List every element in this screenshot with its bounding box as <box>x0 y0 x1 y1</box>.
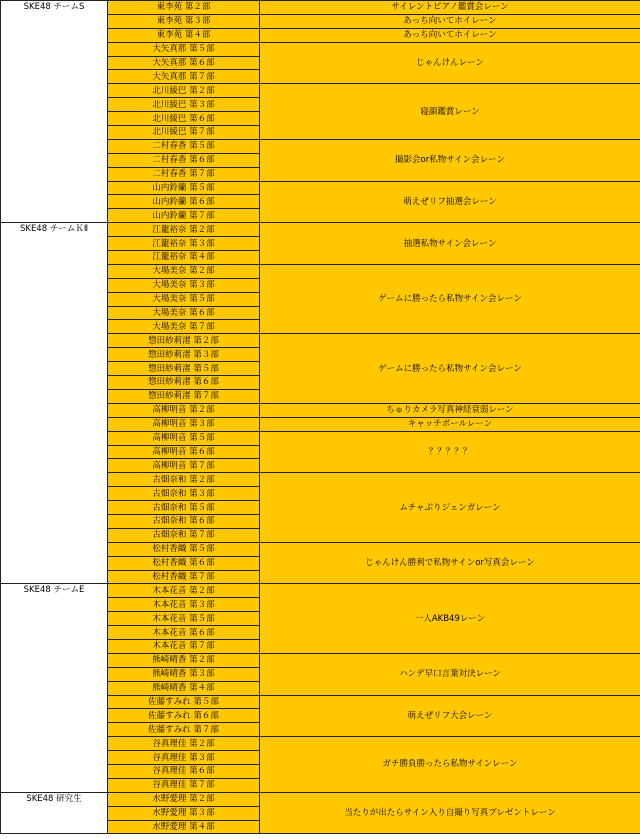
member-session: 惣田紗莉渚 第６部 <box>108 376 260 390</box>
lane-name: ハンデ早口言葉対決レーン <box>260 653 640 695</box>
member-session: 古畑奈和 第６部 <box>108 514 260 528</box>
member-session: 谷真理佳 第７部 <box>108 778 260 792</box>
member-session: 山内鈴蘭 第６部 <box>108 195 260 209</box>
member-session: 高柳明音 第２部 <box>108 403 260 417</box>
member-session: 水野愛理 第３部 <box>108 806 260 820</box>
member-session: 江籠裕奈 第４部 <box>108 251 260 265</box>
member-session: 惣田紗莉渚 第３部 <box>108 348 260 362</box>
member-session: 古畑奈和 第２部 <box>108 473 260 487</box>
lane-name: 寝顔鑑賞レーン <box>260 84 640 140</box>
table-row <box>1 223 640 237</box>
member-session: 水野愛理 第４部 <box>108 820 260 834</box>
lane-name: 抽選私物サイン会レーン <box>260 223 640 265</box>
lane-name: 萌えぜリフ大会レーン <box>260 695 640 737</box>
member-session: 高柳明音 第６部 <box>108 445 260 459</box>
member-session: 山内鈴蘭 第５部 <box>108 181 260 195</box>
member-session: 熊崎晴香 第４部 <box>108 681 260 695</box>
member-session: 大場美奈 第５部 <box>108 292 260 306</box>
member-session: 木本花音 第６部 <box>108 626 260 640</box>
lane-name: ？？？？？ <box>260 431 640 473</box>
member-session: 木本花音 第５部 <box>108 612 260 626</box>
team-name: SKE48 研究生 <box>1 792 108 834</box>
member-session: 松村香織 第５部 <box>108 542 260 556</box>
member-session: 古畑奈和 第３部 <box>108 487 260 501</box>
member-session: 大場美奈 第７部 <box>108 320 260 334</box>
team-name: SKE48 チームS <box>1 1 108 223</box>
team-name: SKE48 チームＫⅡ <box>1 223 108 584</box>
member-session: 松村香織 第６部 <box>108 556 260 570</box>
member-session: 古畑奈和 第７部 <box>108 528 260 542</box>
member-session: 水野愛理 第２部 <box>108 792 260 806</box>
member-session: 佐藤すみれ 第５部 <box>108 695 260 709</box>
member-session: 北川綾巴 第７部 <box>108 126 260 140</box>
member-session: 熊崎晴香 第３部 <box>108 667 260 681</box>
lane-name: ガチ勝負勝ったら私物サインレーン <box>260 737 640 793</box>
member-session: 高柳明音 第７部 <box>108 459 260 473</box>
member-session: 惣田紗莉渚 第７部 <box>108 389 260 403</box>
lane-name: 撮影会or私物サイン会レーン <box>260 139 640 181</box>
member-session: 大場美奈 第３部 <box>108 278 260 292</box>
member-session: 北川綾巴 第３部 <box>108 98 260 112</box>
table-row <box>1 584 640 598</box>
lane-name: あっち向いてホイレーン <box>260 28 640 42</box>
member-session: 大場美奈 第２部 <box>108 264 260 278</box>
member-session: 木本花音 第３部 <box>108 598 260 612</box>
member-session: 高柳明音 第３部 <box>108 417 260 431</box>
member-session: 谷真理佳 第６部 <box>108 764 260 778</box>
schedule-body <box>1 1 640 834</box>
member-session: 高柳明音 第５部 <box>108 431 260 445</box>
member-session: 佐藤すみれ 第６部 <box>108 709 260 723</box>
member-session: 大矢真那 第７部 <box>108 70 260 84</box>
member-session: 東李苑 第２部 <box>108 1 260 15</box>
member-session: 佐藤すみれ 第７部 <box>108 723 260 737</box>
table-row <box>1 1 640 15</box>
member-session: 山内鈴蘭 第７部 <box>108 209 260 223</box>
lane-name: キャッチボールレーン <box>260 417 640 431</box>
member-session: 北川綾巴 第６部 <box>108 112 260 126</box>
lane-name: ムチャぶりジェンガレーン <box>260 473 640 542</box>
member-session: 東李苑 第３部 <box>108 14 260 28</box>
member-session: 江籠裕奈 第２部 <box>108 223 260 237</box>
lane-name: ゲームに勝ったら私物サイン会レーン <box>260 264 640 333</box>
lane-name: じゃんけんレーン <box>260 42 640 84</box>
member-session: 北川綾巴 第２部 <box>108 84 260 98</box>
lane-name: ゲームに勝ったら私物サイン会レーン <box>260 334 640 403</box>
table-row <box>1 792 640 806</box>
lane-name: じゃんけん勝利で私物サインor写真会レーン <box>260 542 640 584</box>
member-session: 江籠裕奈 第３部 <box>108 237 260 251</box>
member-session: 二村春香 第５部 <box>108 139 260 153</box>
member-session: 谷真理佳 第２部 <box>108 737 260 751</box>
member-session: 古畑奈和 第５部 <box>108 501 260 515</box>
lane-name: ちゅりカメラ写真神経衰弱レーン <box>260 403 640 417</box>
member-session: 大矢真那 第５部 <box>108 42 260 56</box>
member-session: 惣田紗莉渚 第２部 <box>108 334 260 348</box>
member-session: 谷真理佳 第３部 <box>108 751 260 765</box>
member-session: 木本花音 第７部 <box>108 639 260 653</box>
lane-name: サイレントピアノ鑑賞会レーン <box>260 1 640 15</box>
lane-name: 一人AKB49レーン <box>260 584 640 653</box>
member-session: 大場美奈 第６部 <box>108 306 260 320</box>
member-session: 熊崎晴香 第２部 <box>108 653 260 667</box>
member-session: 二村春香 第６部 <box>108 153 260 167</box>
member-session: 二村春香 第７部 <box>108 167 260 181</box>
member-session: 木本花音 第２部 <box>108 584 260 598</box>
lane-name: 当たりが出たらサイン入り自撮り写真プレゼントレーン <box>260 792 640 834</box>
member-session: 惣田紗莉渚 第５部 <box>108 362 260 376</box>
lane-name: 萌えぜリフ抽選会レーン <box>260 181 640 223</box>
team-name: SKE48 チームE <box>1 584 108 792</box>
member-session: 大矢真那 第６部 <box>108 56 260 70</box>
member-session: 松村香織 第７部 <box>108 570 260 584</box>
lane-name: あっち向いてホイレーン <box>260 14 640 28</box>
member-session: 東李苑 第４部 <box>108 28 260 42</box>
